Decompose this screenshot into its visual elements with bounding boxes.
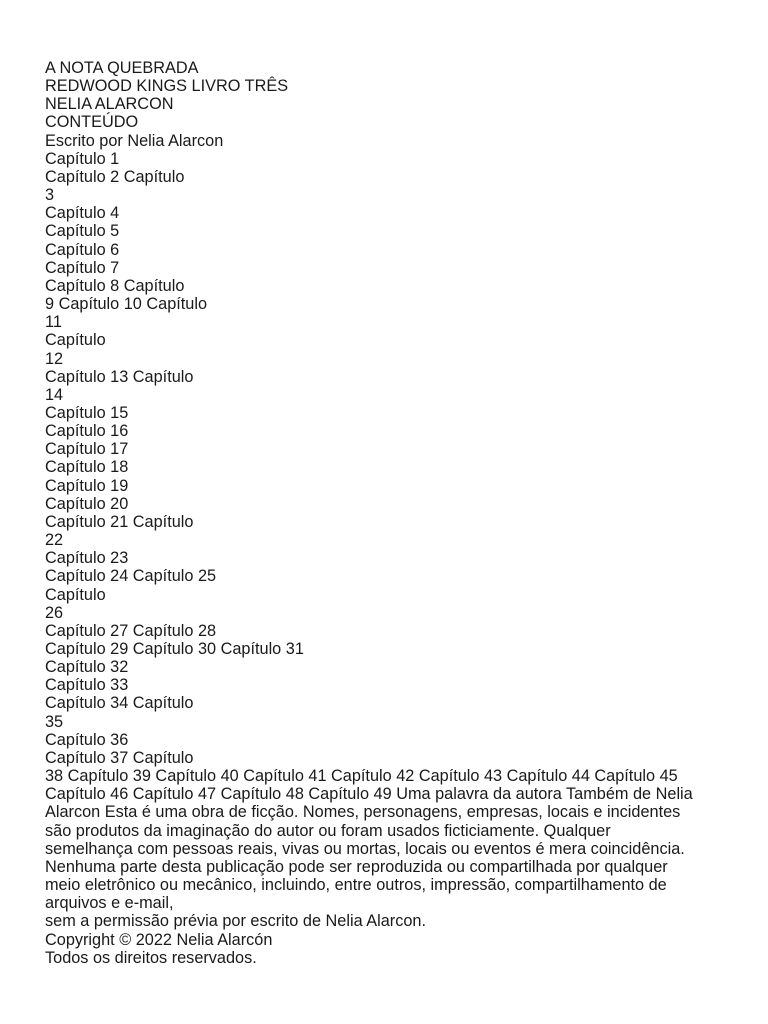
body-text-line: Nenhuma parte desta publicação pode ser reproduzida ou compartilhada por qualquer (45, 857, 668, 876)
copyright-line: Copyright © 2022 Nelia Alarcón (45, 930, 273, 949)
toc-line: Capítulo 24 Capítulo 25 (45, 567, 217, 586)
toc-line: Capítulo 17 (45, 440, 129, 459)
toc-line: 3 (45, 186, 55, 205)
toc-line: Capítulo 15 (45, 403, 129, 422)
body-text-line: são produtos da imaginação do autor ou foram usados ficticiamente. Qualquer (45, 821, 611, 840)
toc-line: Capítulo (45, 331, 106, 350)
toc-line: Capítulo 13 Capítulo (45, 367, 194, 386)
toc-line: Capítulo 21 Capítulo (45, 512, 194, 531)
toc-line: 35 (45, 712, 64, 731)
body-text-line: sem a permissão prévia por escrito de Nelia Alarcon. (45, 912, 426, 931)
toc-line: 22 (45, 531, 64, 550)
toc-line: Capítulo 16 (45, 422, 129, 441)
body-text-line: Alarcon Esta é uma obra de ficção. Nomes, personagens, empresas, locais e incidentes (45, 803, 681, 822)
toc-line: 11 (45, 313, 62, 332)
contents-heading: CONTEÚDO (45, 113, 139, 132)
series-subtitle: REDWOOD KINGS LIVRO TRÊS (45, 77, 289, 96)
toc-line: Capítulo 2 Capítulo (45, 167, 185, 186)
author-name: NELIA ALARCON (45, 95, 174, 114)
body-text-line: semelhança com pessoas reais, vivas ou mortas, locais ou eventos é mera coincidência. (45, 839, 685, 858)
toc-line: Capítulo 23 (45, 549, 129, 568)
body-text-line: arquivos e e-mail, (45, 894, 174, 913)
toc-line: 12 (45, 349, 64, 368)
toc-line: Capítulo 4 (45, 204, 120, 223)
toc-line: Capítulo 20 (45, 494, 129, 513)
toc-line: Capítulo 29 Capítulo 30 Capítulo 31 (45, 640, 304, 658)
book-title: A NOTA QUEBRADA (45, 59, 199, 77)
toc-line: Capítulo 37 Capítulo (45, 748, 194, 767)
toc-line: Capítulo 5 (45, 222, 120, 241)
toc-line: 14 (45, 385, 64, 404)
rights-reserved-line: Todos os direitos reservados. (45, 948, 257, 967)
toc-line: 38 Capítulo 39 Capítulo 40 Capítulo 41 Capítulo 42 Capítulo 43 Capítulo 44 Capítulo 45 (45, 767, 678, 786)
toc-line: Capítulo 32 (45, 658, 129, 677)
toc-line: Capítulo (45, 585, 106, 604)
toc-line: Capítulo 34 Capítulo (45, 694, 194, 713)
toc-line: Capítulo 6 (45, 240, 120, 259)
toc-line: 9 Capítulo 10 Capítulo (45, 295, 208, 314)
toc-line: Capítulo 19 (45, 476, 129, 495)
toc-line: Capítulo 18 (45, 458, 129, 477)
toc-line: Capítulo 1 (45, 149, 120, 168)
byline: Escrito por Nelia Alarcon (45, 131, 224, 150)
toc-line: Capítulo 27 Capítulo 28 (45, 621, 217, 640)
toc-line: Capítulo 33 (45, 676, 129, 695)
body-text-line: meio eletrônico ou mecânico, incluindo, entre outros, impressão, compartilhamento de (45, 876, 667, 895)
document-page (45, 59, 735, 967)
toc-line: Capítulo 36 (45, 730, 129, 749)
toc-line: Capítulo 8 Capítulo (45, 276, 185, 295)
toc-line: Capítulo 7 (45, 258, 120, 277)
toc-line: 26 (45, 603, 64, 622)
body-text-line: Capítulo 46 Capítulo 47 Capítulo 48 Capítulo 49 Uma palavra da autora Também de Nelia (45, 785, 693, 804)
